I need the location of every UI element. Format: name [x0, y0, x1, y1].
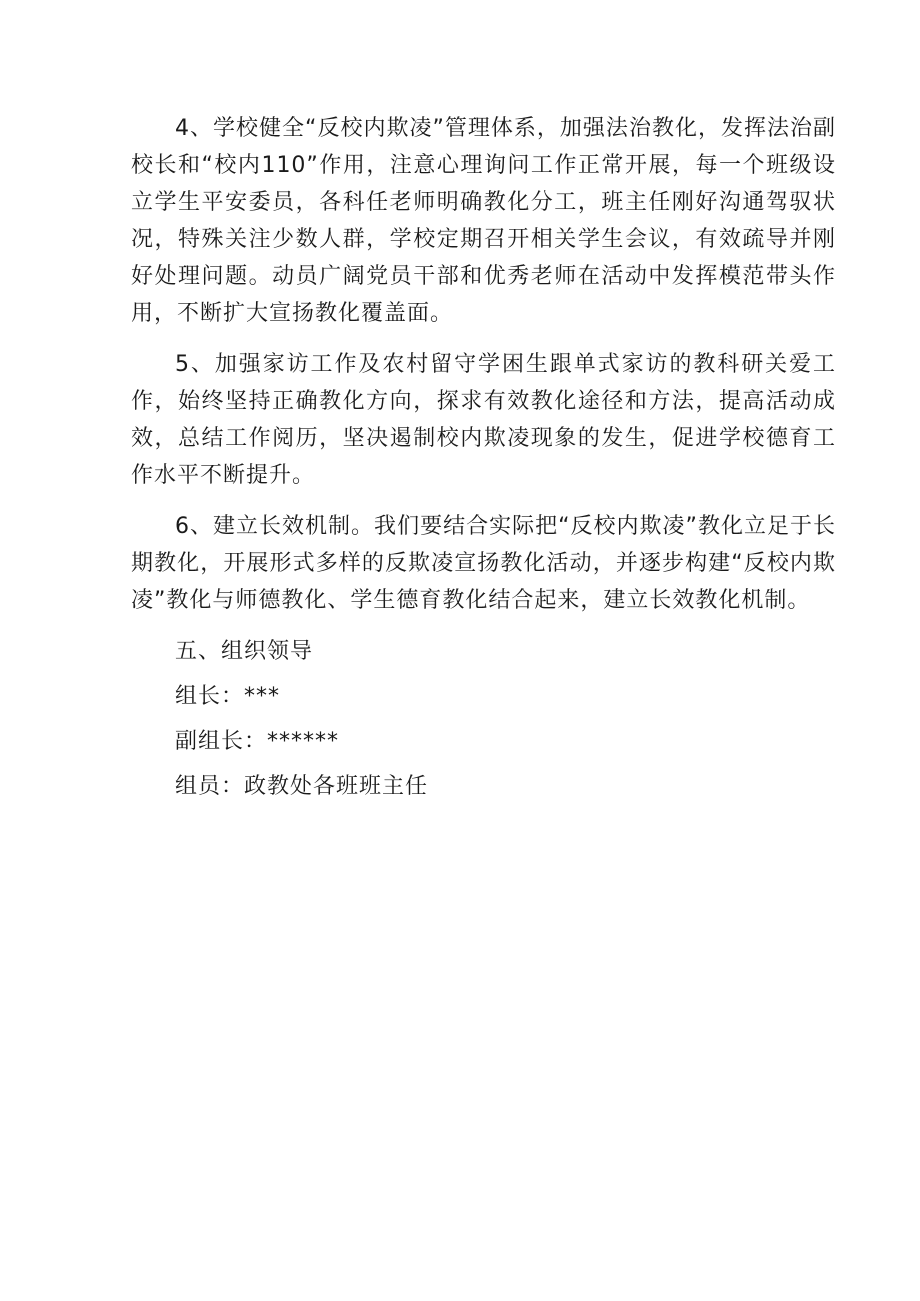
section-heading: 五、组织领导: [175, 639, 314, 664]
members-line: 组员：政教处各班班主任: [175, 774, 429, 799]
paragraph-6: 6、建立长效机制。我们要结合实际把“反校内欺凌”教化立足于长期教化，开展形式多样的反欺凌宣扬教化活动，并逐步构建“反校内欺凌”教化与师德教化、学生德育教化结合起来，建立长效教化机制。: [131, 514, 836, 613]
deputy-leader-line: 副组长：******: [175, 729, 340, 754]
document-body: [131, 110, 836, 813]
leader-line: 组长：***: [175, 684, 281, 709]
paragraph-4: 4、学校健全“反校内欺凌”管理体系，加强法治教化，发挥法治副校长和“校内110”作用，注意心理询问工作正常开展，每一个班级设立学生平安委员，各科任老师明确教化分工，班主任刚好沟通驾驭状况，特殊关注少数人群，学校定期召开相关学生会议，有效疏导并刚好处理问题。动员广阔党员干部和优秀老师在活动中发挥模范带头作用，不断扩大宣扬教化覆盖面。: [131, 116, 836, 326]
paragraph-5: 5、加强家访工作及农村留守学困生跟单式家访的教科研关爱工作，始终坚持正确教化方向，探求有效教化途径和方法，提高活动成效，总结工作阅历，坚决遏制校内欺凌现象的发生，促进学校德育工作水平不断提升。: [131, 352, 836, 488]
